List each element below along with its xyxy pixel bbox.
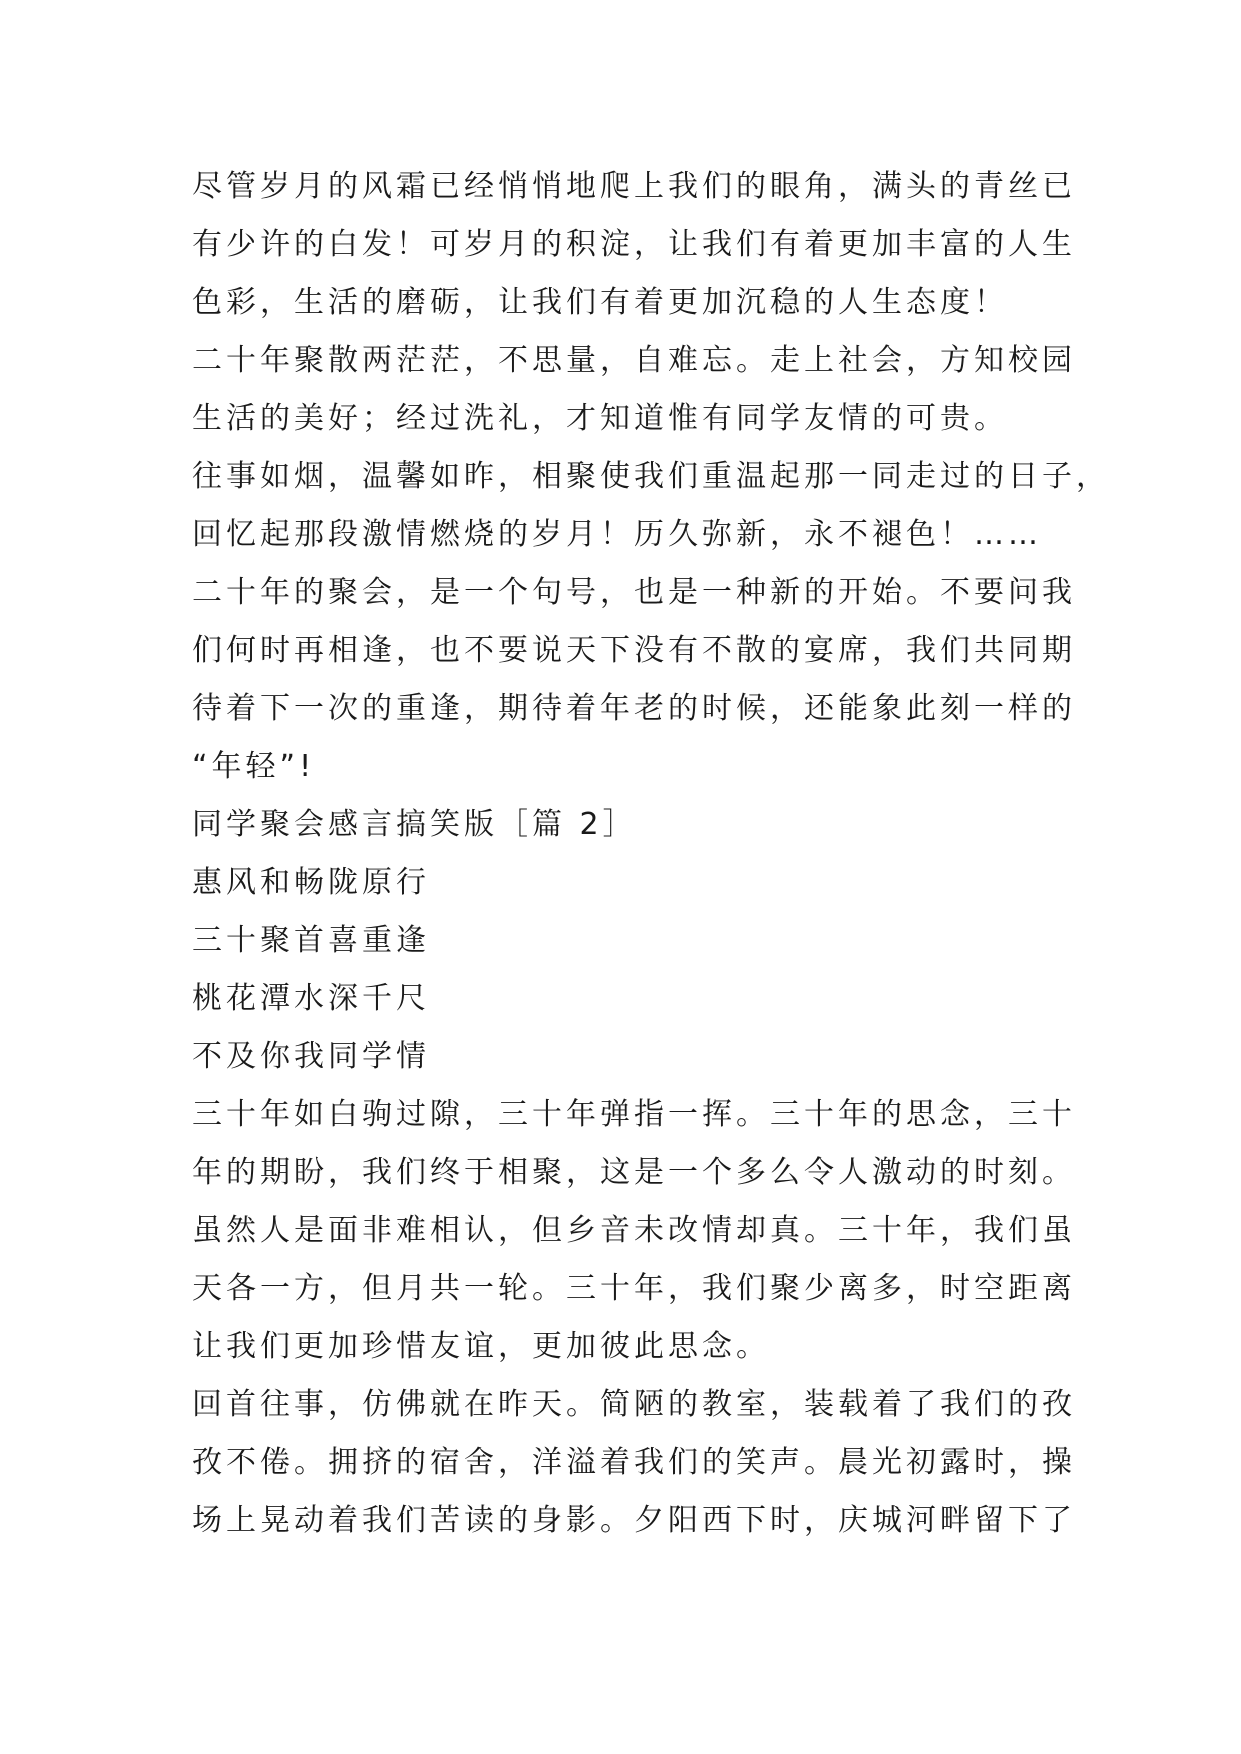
text-line: 有少许的白发！可岁月的积淀，让我们有着更加丰富的人生 xyxy=(192,227,1076,262)
text-line: 三十年如白驹过隙，三十年弹指一挥。三十年的思念，三十 xyxy=(192,1097,1076,1132)
text-line: 回忆起那段激情燃烧的岁月！历久弥新，永不褪色！…… xyxy=(192,517,1042,552)
text-line: 二十年聚散两茫茫，不思量，自难忘。走上社会，方知校园 xyxy=(192,343,1076,378)
text-line: 生活的美好；经过洗礼，才知道惟有同学友情的可贵。 xyxy=(192,401,1008,436)
poem-line: 三十聚首喜重逢 xyxy=(192,923,430,958)
text-line: “年轻”! xyxy=(192,749,316,784)
text-line: 尽管岁月的风霜已经悄悄地爬上我们的眼角，满头的青丝已 xyxy=(192,169,1076,204)
text-line: 年的期盼，我们终于相聚，这是一个多么令人激动的时刻。 xyxy=(192,1155,1076,1190)
text-line: 待着下一次的重逢，期待着年老的时候，还能象此刻一样的 xyxy=(192,691,1076,726)
text-line: 们何时再相逢，也不要说天下没有不散的宴席，我们共同期 xyxy=(192,633,1076,668)
poem-line: 惠风和畅陇原行 xyxy=(192,865,430,900)
document-body xyxy=(192,158,1110,1550)
text-line: 孜不倦。拥挤的宿舍，洋溢着我们的笑声。晨光初露时，操 xyxy=(192,1445,1076,1480)
text-line: 天各一方，但月共一轮。三十年，我们聚少离多，时空距离 xyxy=(192,1271,1076,1306)
text-line: 虽然人是面非难相认，但乡音未改情却真。三十年，我们虽 xyxy=(192,1213,1076,1248)
poem-line: 不及你我同学情 xyxy=(192,1039,430,1074)
poem-line: 桃花潭水深千尺 xyxy=(192,981,430,1016)
text-line: 场上晃动着我们苦读的身影。夕阳西下时，庆城河畔留下了 xyxy=(192,1503,1076,1538)
text-line: 二十年的聚会，是一个句号，也是一种新的开始。不要问我 xyxy=(192,575,1076,610)
text-line: 色彩，生活的磨砺，让我们有着更加沉稳的人生态度！ xyxy=(192,285,1008,320)
section-heading: 同学聚会感言搞笑版［篇 2］ xyxy=(192,807,637,842)
text-line: 让我们更加珍惜友谊，更加彼此思念。 xyxy=(192,1329,770,1364)
text-line: 回首往事，仿佛就在昨天。简陋的教室，装载着了我们的孜 xyxy=(192,1387,1076,1422)
text-line: 往事如烟，温馨如昨，相聚使我们重温起那一同走过的日子， xyxy=(192,459,1110,494)
